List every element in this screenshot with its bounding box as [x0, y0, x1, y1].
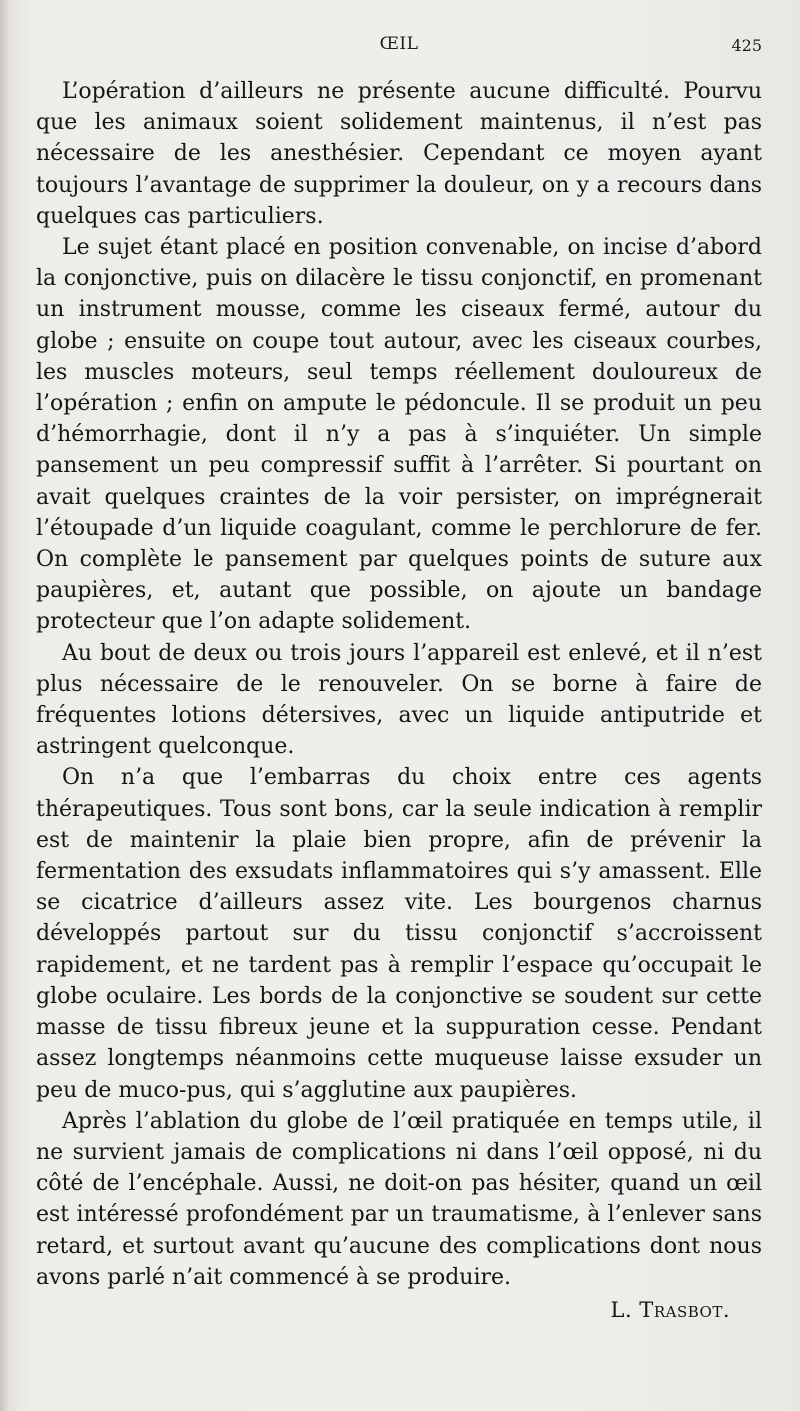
page-header — [36, 34, 762, 58]
article-body — [36, 76, 762, 1326]
page-number: 425 — [731, 36, 762, 55]
author-signature: L. Trasbot. — [610, 1297, 730, 1322]
paragraph: Au bout de deux ou trois jours l’appareil est enlevé, et il n’est plus nécessaire de le renouveler. On se borne à faire de fréquentes lotions détersives, avec un liquide antiputride et astringent quelconque. — [36, 640, 762, 760]
paragraph: L’opération d’ailleurs ne présente aucune difficulté. Pourvu que les animaux soient solidement maintenus, il n’est pas nécessaire de les anesthésier. Cependant ce moyen ayant toujours l’avantage de supprimer la douleur, on y a recours dans quelques cas particuliers. — [36, 79, 762, 229]
running-head: ŒIL — [379, 34, 419, 54]
paragraph: Le sujet étant placé en position convenable, on incise d’abord la conjonctive, puis on dilacère le tissu conjonctif, en promenant un instrument mousse, comme les ciseaux fermé, autour du globe ; ensuite on coupe tout autour, avec les ciseaux courbes, les muscles moteurs, seul temps réellement douloureux de l’opération ; enfin on ampute le pédoncule. Il se produit un peu d’hémorrhagie, dont il n’y a pas à s’inquiéter. Un simple pansement un peu compressif suffit à l’arrêter. Si pourtant on avait quelques craintes de la voir persister, on imprégnerait l’étoupade d’un liquide coagulant, comme le perchlorure de fer. On complète le pansement par quelques points de suture aux paupières, et, autant que possible, on ajoute un bandage protecteur que l’on adapte solidement. — [36, 235, 762, 635]
paragraph: Après l’ablation du globe de l’œil pratiquée en temps utile, il ne survient jamais de complications ni dans l’œil opposé, ni du côté de l’encéphale. Aussi, ne doit-on pas hésiter, quand un œil est intéressé profondément par un traumatisme, à l’enlever sans retard, et surtout avant qu’aucune des complications dont nous avons parlé n’ait commencé à se produire. — [36, 1108, 762, 1290]
paragraph: On n’a que l’embarras du choix entre ces agents thérapeutiques. Tous sont bons, car la seule indication à remplir est de maintenir la plaie bien propre, afin de prévenir la fermentation des exsudats inflammatoires qui s’y amassent. Elle se cicatrice d’ailleurs assez vite. Les bourgenos charnus développés partout sur du tissu conjonctif s’accroissent rapidement, et ne tardent pas à remplir l’espace qu’occupait le globe oculaire. Les bords de la conjonctive se soudent sur cette masse de tissu fibreux jeune et la suppuration cesse. Pendant assez longtemps néanmoins cette muqueuse laisse exsuder un peu de muco-pus, qui s’agglutine aux paupières. — [36, 765, 762, 1103]
